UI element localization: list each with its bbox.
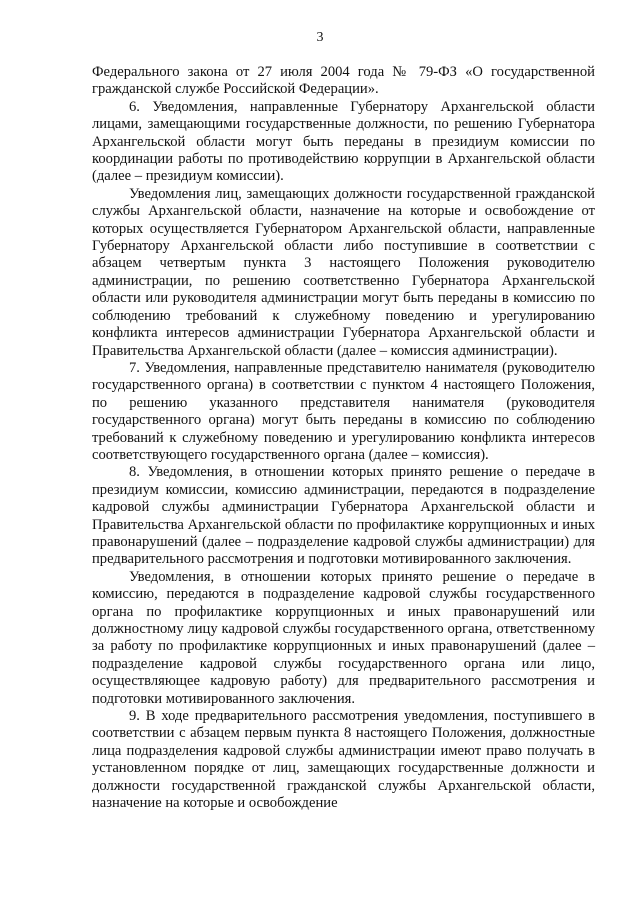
paragraph-item-6: 6. Уведомления, направленные Губернатору Архангельской области лицами, замещающими государственные должности, по решению Губернатора Архангельской области могут быть переданы в президиум комиссии по координации работы по противодействию коррупции в Архангельской области (далее – президиум комиссии).	[92, 98, 595, 185]
paragraph-item-8-commission: Уведомления, в отношении которых принято решение о передаче в комиссию, передаются в подразделение кадровой службы государственного органа по профилактике коррупционных и иных правонарушений или должностному лицу кадровой службы государственного органа, ответственному за работу по профилактике коррупционных и иных правонарушений (далее – подразделение кадровой службы государственного органа или лицо, осуществляющее кадровую работу) для предварительного рассмотрения и подготовки мотивированного заключения.	[92, 568, 595, 707]
page-number: 3	[316, 30, 324, 45]
paragraph-item-8: 8. Уведомления, в отношении которых принято решение о передаче в президиум комиссии, комиссию администрации, передаются в подразделение кадровой службы администрации Губернатора Архангельской области и Правительства Архангельской области по профилактике коррупционных и иных правонарушений (далее – подразделение кадровой службы администрации) для предварительного рассмотрения и подготовки мотивированного заключения.	[92, 464, 595, 568]
paragraph-item-9: 9. В ходе предварительного рассмотрения уведомления, поступившего в соответствии с абзацем первым пункта 8 настоящего Положения, должностные лица подразделения кадровой службы администрации имеют право получать в установленном порядке от лиц, замещающих государственные должности и должности государственной гражданской службы Архангельской области, назначение на которые и освобождение	[92, 708, 595, 812]
paragraph-item-7: 7. Уведомления, направленные представителю нанимателя (руководителю государственного органа) в соответствии с пунктом 4 настоящего Положения, по решению указанного представителя нанимателя (руководителя государственного органа) могут быть переданы в комиссию по соблюдению требований к служебному поведению и урегулированию конфликта интересов соответствующего государственного органа (далее – комиссия).	[92, 359, 595, 463]
paragraph-item-6-civil-service: Уведомления лиц, замещающих должности государственной гражданской службы Архангельской области, назначение на которые и освобождение от которых осуществляется Губернатором Архангельской области, направленные Губернатору Архангельской области либо поступившие в соответствии с абзацем четвертым пункта 3 настоящего Положения руководителю администрации, по решению соответственно Губернатора Архангельской области или руководителя администрации могут быть переданы в комиссию по соблюдению требований к служебному поведению и урегулированию конфликта интересов администрации Губернатора Архангельской области и Правительства Архангельской области (далее – комиссия администрации).	[92, 185, 595, 359]
document-body	[92, 64, 595, 812]
paragraph-law-reference: Федерального закона от 27 июля 2004 года № 79-ФЗ «О государственной гражданской службе Российской Федерации».	[92, 64, 595, 98]
